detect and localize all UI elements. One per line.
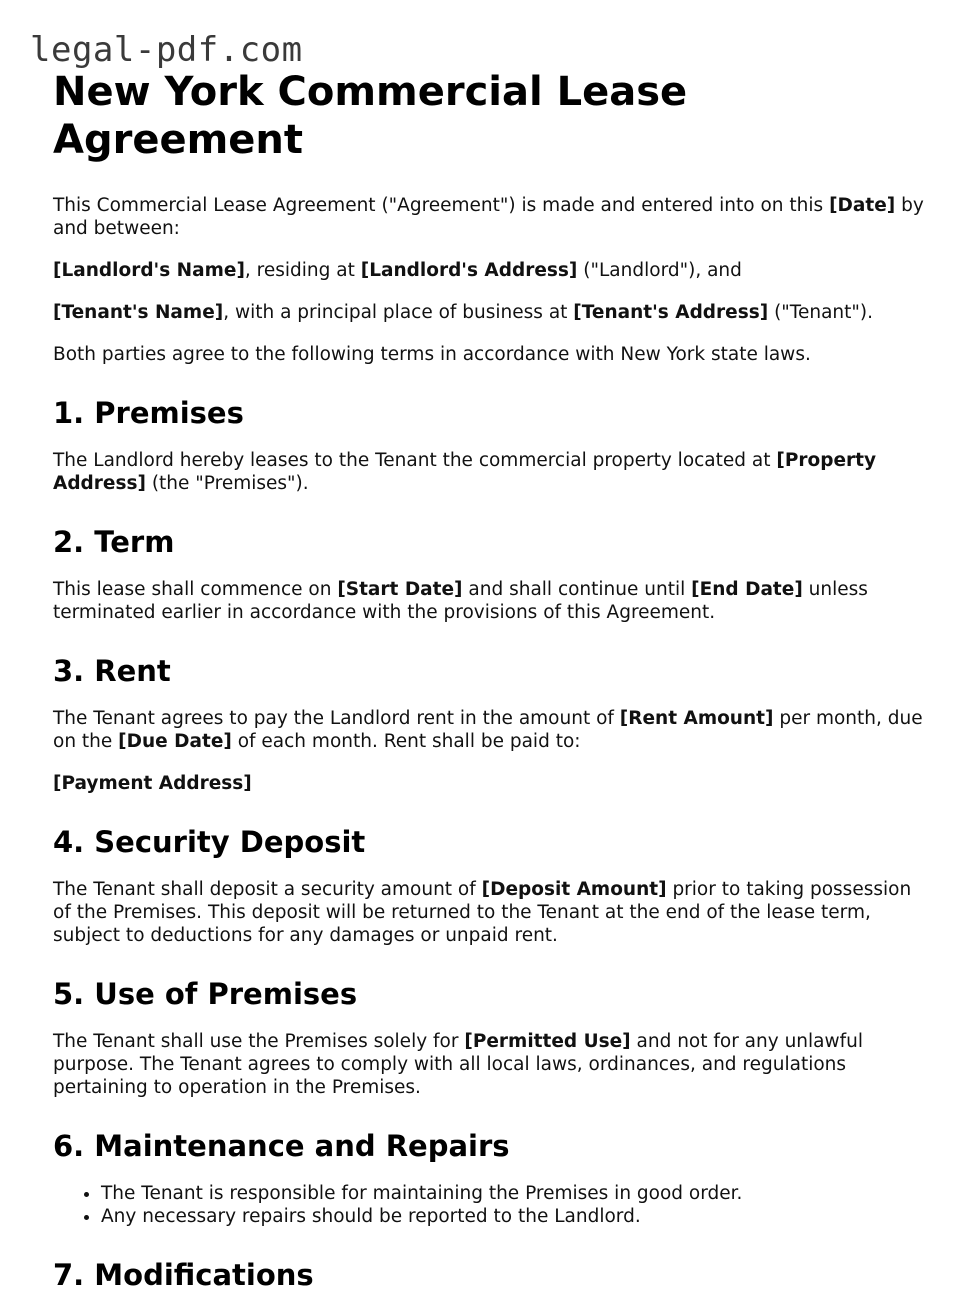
section-text: and shall continue until: [462, 579, 692, 600]
section-heading-use: 5. Use of Premises: [53, 977, 358, 1011]
section-text: The Tenant shall deposit a security amount of: [53, 879, 482, 900]
intro-paragraph-agreement: Both parties agree to the following terms in accordance with New York state laws.: [53, 344, 811, 365]
deposit-paragraph: [53, 878, 925, 947]
use-paragraph: [53, 1030, 925, 1099]
premises-paragraph: [53, 449, 925, 495]
list-item: • Any necessary repairs should be reported to the Landlord.: [101, 1205, 925, 1228]
section-heading-premises: 1. Premises: [53, 396, 244, 430]
date-placeholder: [Date]: [829, 195, 896, 216]
landlord-address-placeholder: [Landlord's Address]: [360, 260, 578, 281]
section-text: prior to taking possession of the Premises. This deposit will be returned to the Tenant at the end of the lease term, subject to deductions for any damages or unpaid rent.: [53, 879, 912, 946]
section-heading-deposit: 4. Security Deposit: [53, 825, 366, 859]
maintenance-list: [53, 1182, 925, 1228]
end-date-placeholder: [End Date]: [691, 579, 803, 600]
intro-text: ("Landlord"), and: [577, 260, 742, 281]
section-text: per month, due on the: [53, 708, 923, 752]
section-text: The Tenant shall use the Premises solely for: [53, 1031, 465, 1052]
payment-address-placeholder: [Payment Address]: [53, 773, 252, 794]
intro-text: , with a principal place of business at: [223, 302, 574, 323]
deposit-amount-placeholder: [Deposit Amount]: [481, 879, 667, 900]
intro-paragraph-date: [53, 194, 925, 240]
watermark-logo: legal-pdf.com: [30, 30, 303, 70]
section-heading-rent: 3. Rent: [53, 654, 171, 688]
rent-paragraph: [53, 707, 925, 753]
section-text: The Tenant agrees to pay the Landlord rent in the amount of: [53, 708, 620, 729]
section-heading-term: 2. Term: [53, 525, 175, 559]
intro-text: by and between:: [53, 195, 924, 239]
rent-amount-placeholder: [Rent Amount]: [619, 708, 774, 729]
section-text: of each month. Rent shall be paid to:: [231, 731, 581, 752]
tenant-address-placeholder: [Tenant's Address]: [573, 302, 769, 323]
tenant-name-placeholder: [Tenant's Name]: [53, 302, 224, 323]
section-heading-maintenance: 6. Maintenance and Repairs: [53, 1129, 510, 1163]
landlord-name-placeholder: [Landlord's Name]: [53, 260, 245, 281]
property-address-placeholder: [Property Address]: [53, 450, 877, 494]
section-text: and not for any unlawful purpose. The Tenant agrees to comply with all local laws, ordinances, and regulations pertaining to operation in the Premises.: [53, 1031, 864, 1098]
due-date-placeholder: [Due Date]: [118, 731, 232, 752]
start-date-placeholder: [Start Date]: [337, 579, 463, 600]
term-paragraph: [53, 578, 925, 624]
intro-paragraph-landlord: [53, 259, 925, 282]
intro-paragraph-tenant: [53, 301, 925, 324]
payment-address-paragraph: [53, 772, 925, 795]
section-text: unless terminated earlier in accordance with the provisions of this Agreement.: [53, 579, 868, 623]
list-item: • The Tenant is responsible for maintaining the Premises in good order.: [101, 1182, 925, 1205]
document-title: New York Commercial Lease Agreement: [53, 69, 688, 163]
section-text: This lease shall commence on: [53, 579, 338, 600]
section-text: (the "Premises").: [145, 473, 309, 494]
intro-text: ("Tenant").: [768, 302, 873, 323]
permitted-use-placeholder: [Permitted Use]: [464, 1031, 631, 1052]
section-heading-modifications: 7. Modifications: [53, 1258, 314, 1292]
section-text: The Landlord hereby leases to the Tenant the commercial property located at: [53, 450, 777, 471]
intro-text: This Commercial Lease Agreement ("Agreement") is made and entered into on this: [53, 195, 830, 216]
intro-text: , residing at: [244, 260, 361, 281]
document-page: [53, 68, 925, 1311]
